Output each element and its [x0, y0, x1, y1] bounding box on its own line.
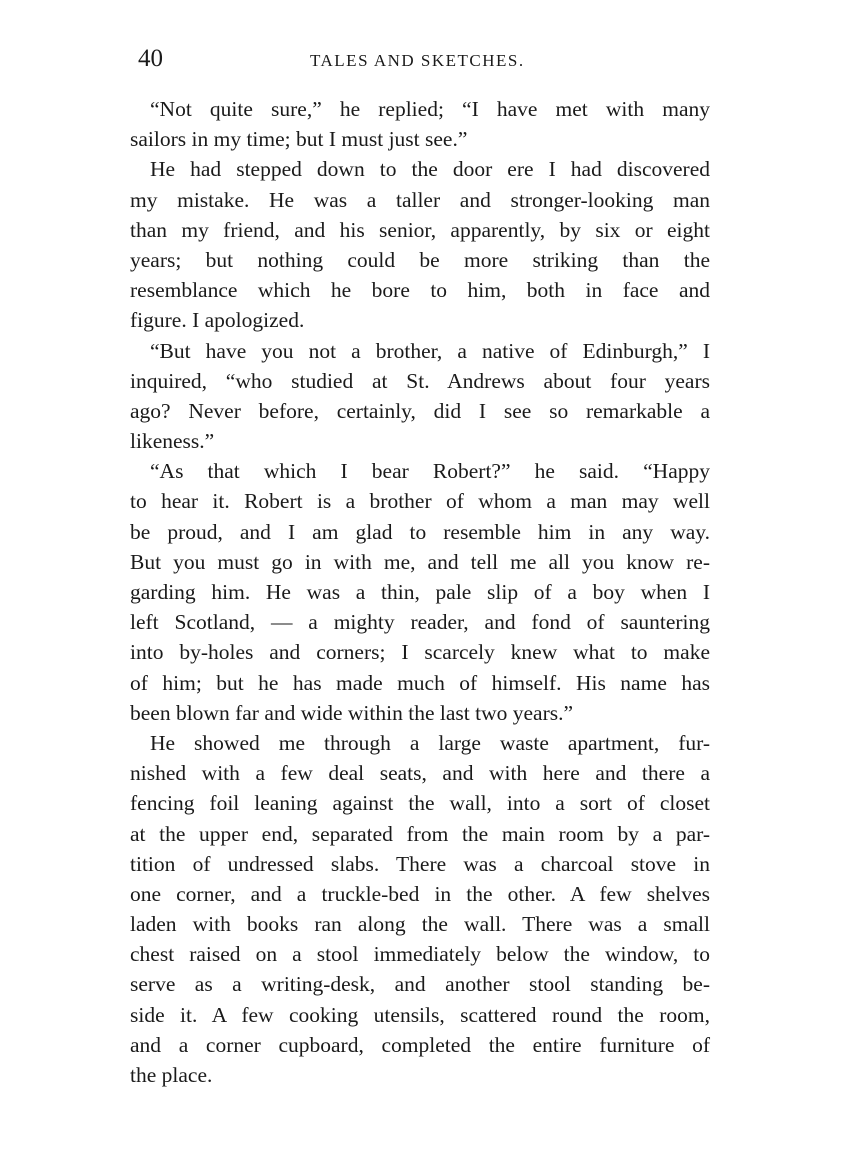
text-line: nished with a few deal seats, and with here and there a	[130, 761, 710, 786]
text-line: chest raised on a stool immediately below the window, to	[130, 942, 710, 967]
body-text	[130, 94, 710, 1090]
text-line: of him; but he has made much of himself. His name has	[130, 670, 710, 695]
text-line: fencing foil leaning against the wall, into a sort of closet	[130, 791, 710, 816]
text-line: and a corner cupboard, completed the entire furniture of	[130, 1032, 710, 1057]
text-line: to hear it. Robert is a brother of whom a man may well	[130, 489, 710, 514]
text-line: “Not quite sure,” he replied; “I have met with many	[150, 97, 710, 121]
text-line: He showed me through a large waste apartment, fur-	[150, 730, 710, 755]
text-line: been blown far and wide within the last two years.”	[130, 700, 574, 725]
text-line: serve as a writing-desk, and another stool standing be-	[130, 972, 710, 997]
text-line: laden with books ran along the wall. There was a small	[130, 912, 710, 937]
page-number: 40	[138, 45, 163, 72]
text-line: figure. I apologized.	[130, 308, 305, 333]
text-line: than my friend, and his senior, apparently, by six or eight	[130, 217, 710, 242]
text-line: tition of undressed slabs. There was a charcoal stove in	[130, 851, 710, 876]
text-line: sailors in my time; but I must just see.”	[130, 127, 468, 152]
text-line: my mistake. He was a taller and stronger-looking man	[130, 187, 710, 212]
text-line: side it. A few cooking utensils, scattered round the room,	[130, 1002, 710, 1027]
text-line: “But have you not a brother, a native of Edinburgh,” I	[150, 338, 710, 363]
text-line: likeness.”	[130, 429, 215, 454]
text-line: garding him. He was a thin, pale slip of a boy when I	[130, 580, 710, 604]
text-line: be proud, and I am glad to resemble him in any way.	[130, 519, 710, 544]
text-line: one corner, and a truckle-bed in the other. A few shelves	[130, 881, 710, 906]
text-line: the place.	[130, 1063, 213, 1087]
text-line: resemblance which he bore to him, both in face and	[130, 278, 710, 303]
page-header	[138, 42, 718, 76]
text-line: inquired, “who studied at St. Andrews about four years	[130, 368, 710, 393]
text-line: at the upper end, separated from the main room by a par-	[130, 821, 710, 846]
text-line: ago? Never before, certainly, did I see so remarkable a	[130, 398, 710, 423]
text-line: years; but nothing could be more striking than the	[130, 247, 710, 272]
text-line: “As that which I bear Robert?” he said. “Happy	[150, 459, 710, 484]
running-head: TALES AND SKETCHES.	[310, 51, 525, 70]
text-line: But you must go in with me, and tell me all you know re-	[130, 549, 710, 574]
text-line: left Scotland, — a mighty reader, and fond of sauntering	[130, 610, 710, 635]
text-line: into by-holes and corners; I scarcely knew what to make	[130, 640, 710, 665]
text-line: He had stepped down to the door ere I had discovered	[150, 157, 710, 182]
